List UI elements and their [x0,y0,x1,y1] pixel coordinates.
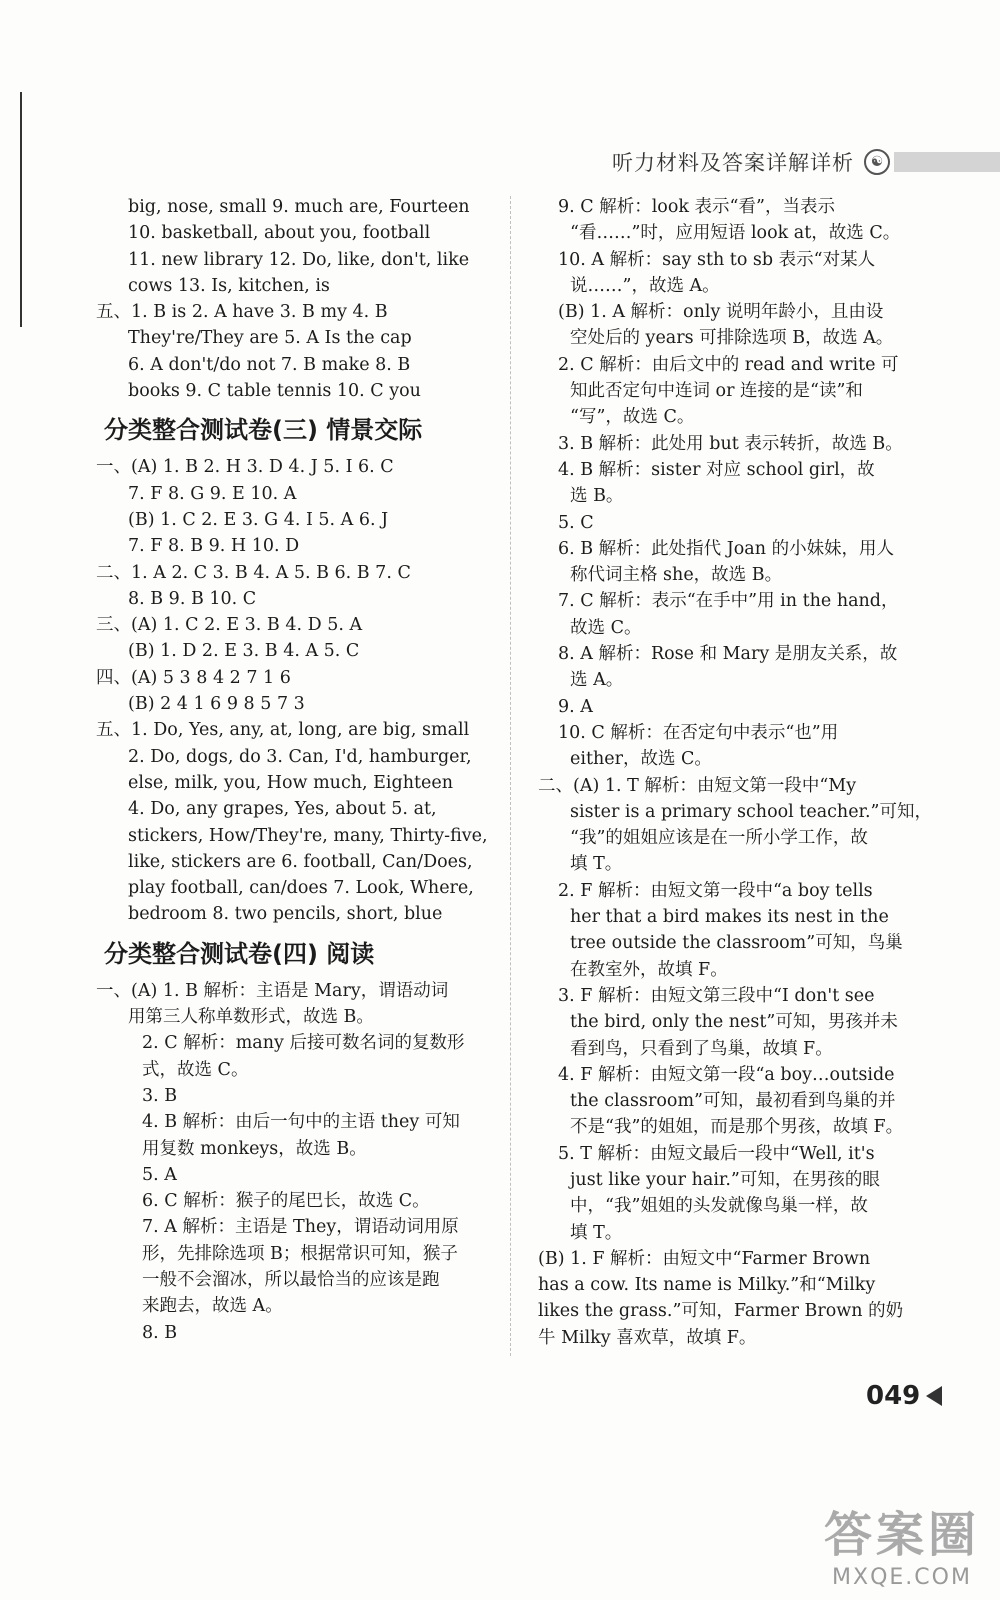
answer-line: 5. A [142,1164,177,1185]
answer-line: 3. B [142,1085,178,1106]
swirl-icon: ☯ [864,149,890,175]
answer-line: “我”的姐姐应该是在一所小学工作，故 [570,828,868,849]
answer-line: 选 A。 [570,670,624,691]
answer-line: 4. F 解析：由短文第一段“a boy…outside [558,1064,895,1085]
page-number [866,1381,942,1411]
answer-line: 用复数 monkeys，故选 B。 [142,1138,367,1159]
answer-line: her that a bird makes its nest in the [570,907,889,928]
answer-line: 称代词主格 she，故选 B。 [570,565,783,586]
answer-line: the bird, only the nest”可知，男孩并未 [570,1012,898,1033]
section3-lines [96,454,488,927]
answer-line: cows 13. Is, kitchen, is [128,275,330,296]
answer-line: 选 B。 [570,486,624,507]
answer-line: (B) 1. F 解析：由短文中“Farmer Brown [538,1248,871,1269]
triangle-left-icon [926,1386,942,1406]
answer-line: the classroom”可知，最初看到鸟巢的并 [570,1091,896,1112]
section4-title: 分类整合测试卷(四) 阅读 [104,939,375,968]
answer-line: 2. C 解析：由后文中的 read and write 可 [558,354,899,375]
answer-line: 一般不会溜冰，所以最恰当的应该是跑 [142,1269,440,1290]
answer-line: 说……”，故选 A。 [570,275,720,296]
answer-line: (B) 2 4 1 6 9 8 5 7 3 [128,694,305,715]
answer-line: 2. C 解析：many 后接可数名词的复数形 [142,1033,465,1054]
answer-line: play football, can/does 7. Look, Where, [128,878,474,899]
answer-line: 6. C 解析：猴子的尾巴长，故选 C。 [142,1191,430,1212]
answer-line: 不是“我”的姐姐，而是那个男孩，故填 F。 [570,1117,904,1138]
answer-line: 11. new library 12. Do, like, don't, like [128,249,470,270]
section4-lines [96,978,488,1346]
watermark-logo: 答案圈 [823,1507,980,1563]
answer-line: has a cow. Its name is Milky.”和“Milky [538,1275,876,1296]
answer-line: “看……”时，应用短语 look at，故选 C。 [570,223,901,244]
answer-line: tree outside the classroom”可知，鸟巢 [570,933,903,954]
answer-line: 一、(A) 1. B 2. H 3. D 4. J 5. I 6. C [96,457,394,478]
watermark-url: MXQE.COM [832,1565,972,1590]
answer-line: 4. Do, any grapes, Yes, about 5. at, [128,799,437,820]
page-number-text: 049 [866,1381,921,1411]
answer-line: 填 T。 [570,854,623,875]
answer-line: 7. F 8. B 9. H 10. D [128,536,300,557]
header-bar [894,152,1000,172]
page-header [612,142,1000,182]
answer-line: 4. B 解析：sister 对应 school girl，故 [558,459,875,480]
answer-line: 用第三人称单数形式，故选 B。 [128,1007,374,1028]
header-title: 听力材料及答案详解详析 [612,151,854,175]
answer-line: else, milk, you, How much, Eighteen [128,772,454,793]
left-column [96,194,488,1346]
answer-line: 牛 Milky 喜欢草，故填 F。 [538,1327,757,1348]
answer-line: 四、(A) 5 3 8 4 2 7 1 6 [96,667,291,688]
answer-line: 中，“我”姐姐的头发就像鸟巢一样，故 [570,1196,868,1217]
answer-line: 三、(A) 1. C 2. E 3. B 4. D 5. A [96,615,363,636]
answer-line: 二、1. A 2. C 3. B 4. A 5. B 6. B 7. C [96,562,411,583]
answer-line: big, nose, small 9. much are, Fourteen [128,197,470,217]
answer-line: 3. F 解析：由短文第三段中“I don't see [558,985,875,1006]
answer-line: 知此否定句中连词 or 连接的是“读”和 [570,381,863,402]
answer-line: 8. B [142,1322,178,1343]
answer-line: 6. B 解析：此处指代 Joan 的小妹妹，用人 [558,538,895,559]
answer-line: 在教室外，故填 F。 [570,959,728,980]
answer-line: 五、1. Do, Yes, any, at, long, are big, small [96,720,470,741]
answer-line: books 9. C table tennis 10. C you [128,381,421,402]
column-divider [510,196,511,1356]
answer-line: 10. C 解析：在否定句中表示“也”用 [558,722,839,743]
answer-line: bedroom 8. two pencils, short, blue [128,904,443,925]
right-lines [538,194,933,1351]
answer-line: 4. B 解析：由后一句中的主语 they 可知 [142,1112,460,1133]
answer-line: 故选 C。 [570,617,642,638]
right-column [538,194,933,1351]
section3-title: 分类整合测试卷(三) 情景交际 [104,416,423,445]
answer-line: (B) 1. C 2. E 3. G 4. I 5. A 6. J [128,509,389,530]
answer-line: 5. C [558,512,594,533]
answer-line: 空处后的 years 可排除选项 B，故选 A。 [570,328,894,349]
answer-line: 7. C 解析：表示“在手中”用 in the hand， [558,591,899,612]
answer-line: 一、(A) 1. B 解析：主语是 Mary，谓语动词 [96,980,449,1001]
answer-line: “写”，故选 C。 [570,407,695,428]
answer-line: sister is a primary school teacher.”可知， [570,801,933,822]
answer-line: 2. F 解析：由短文第一段中“a boy tells [558,880,873,901]
answer-line: 9. A [558,696,593,717]
answer-line: 式，故选 C。 [142,1059,249,1080]
answer-line: 3. B 解析：此处用 but 表示转折，故选 B。 [558,433,903,454]
answer-line: either，故选 C。 [570,749,712,770]
answer-line: 看到鸟，只看到了鸟巢，故填 F。 [570,1038,833,1059]
answer-line: stickers, How/They're, many, Thirty-five, [128,825,488,846]
answer-line: like, stickers are 6. football, Can/Does, [128,851,473,872]
answer-line: 8. A 解析：Rose 和 Mary 是朋友关系，故 [558,644,898,665]
answer-line: likes the grass.”可知，Farmer Brown 的奶 [538,1301,904,1322]
answer-line: 2. Do, dogs, do 3. Can, I'd, hamburger, [128,746,472,767]
answer-line: 8. B 9. B 10. C [128,588,257,609]
answer-line: just like your hair.”可知，在男孩的眼 [570,1169,880,1190]
answer-line: 7. F 8. G 9. E 10. A [128,483,297,504]
answer-line: 9. C 解析：look 表示“看”，当表示 [558,197,835,217]
answer-line: (B) 1. D 2. E 3. B 4. A 5. C [128,641,360,662]
watermark [824,1496,980,1590]
left-lines [96,194,488,404]
answer-line: They're/They are 5. A Is the cap [128,328,412,349]
margin-rule [20,92,22,327]
answer-line: 10. A 解析：say sth to sb 表示“对某人 [558,249,876,270]
answer-line: 10. basketball, about you, football [128,223,431,244]
answer-line: 7. A 解析：主语是 They，谓语动词用原 [142,1217,459,1238]
answer-line: 5. T 解析：由短文最后一段中“Well, it's [558,1143,875,1164]
answer-line: 填 T。 [570,1222,623,1243]
answer-line: 二、(A) 1. T 解析：由短文第一段中“My [538,775,857,796]
answer-line: 形，先排除选项 B；根据常识可知，猴子 [142,1243,458,1264]
answer-line: 来跑去，故选 A。 [142,1296,283,1317]
answer-line: 6. A don't/do not 7. B make 8. B [128,354,411,375]
answer-line: 五、1. B is 2. A have 3. B my 4. B [96,302,388,323]
answer-line: (B) 1. A 解析：only 说明年龄小，且由设 [558,302,884,323]
